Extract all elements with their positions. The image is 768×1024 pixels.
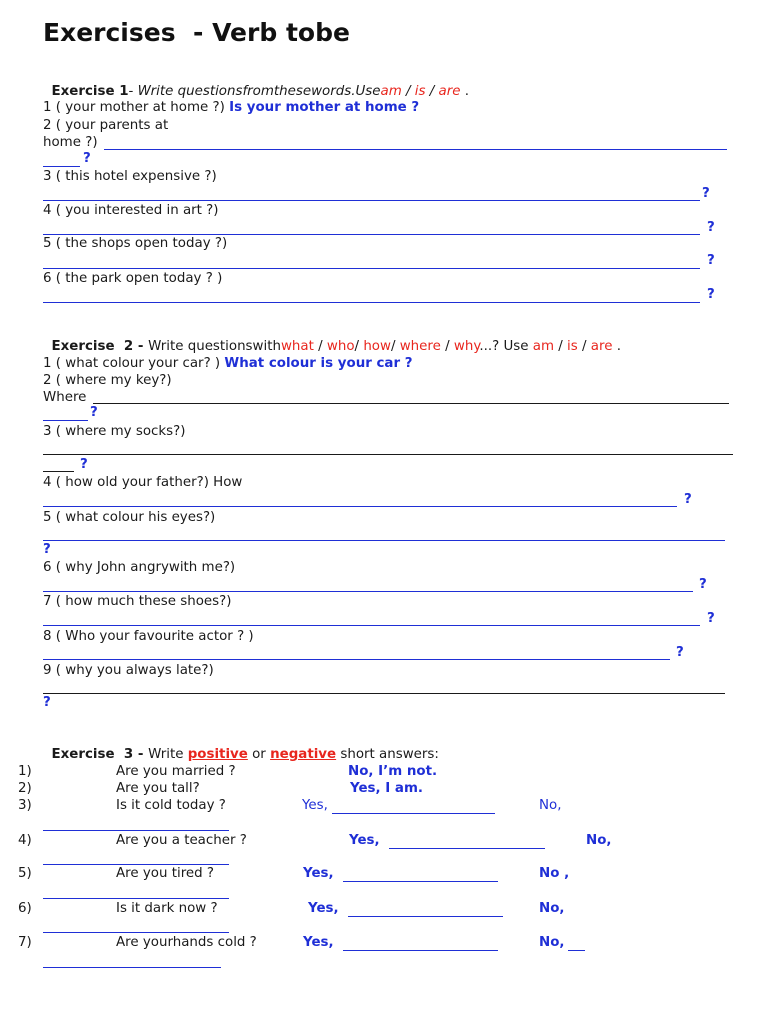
ex3-row-5-question: Are you tired ? xyxy=(116,866,215,881)
ex2-item-3: 3 ( where my socks?) xyxy=(43,424,186,439)
ex2-item-3-qmark: ? xyxy=(80,457,88,472)
ex3-row-4-no: No, xyxy=(586,833,612,848)
ex1-item-2-answer-line[interactable] xyxy=(104,149,727,150)
ex2-item-8-qmark: ? xyxy=(676,645,684,660)
ex3-row-2-num: 2) xyxy=(18,781,32,796)
exercise-3-heading: Exercise 3 - Write positive or negative short answers: xyxy=(51,747,439,762)
ex3-row-4-question: Are you a teacher ? xyxy=(116,833,247,848)
ex3-row-6-no: No, xyxy=(539,901,565,916)
exercise-1-instruction: Write questionsfromthesewords.Use xyxy=(137,84,381,99)
ex3-row-5-yes-line[interactable] xyxy=(343,881,498,882)
negative-keyword: negative xyxy=(270,747,337,762)
ex3-row-5-yes: Yes, xyxy=(303,866,334,881)
ex3-row-6-yes: Yes, xyxy=(308,901,339,916)
ex1-item-3-qmark: ? xyxy=(702,186,710,201)
exercise-2-instruction: Write questionswith xyxy=(148,339,281,354)
ex2-item-9-answer-line[interactable] xyxy=(43,693,725,694)
ex3-row-6-question: Is it dark now ? xyxy=(116,901,218,916)
ex3-row-6-yes-line[interactable] xyxy=(348,916,503,917)
ex1-item-3: 3 ( this hotel expensive ?) xyxy=(43,169,217,184)
ex1-item-6-qmark: ? xyxy=(707,287,715,302)
ex3-row-7-yes-line[interactable] xyxy=(343,950,498,951)
ex3-row-3-yes-line[interactable] xyxy=(332,813,495,814)
ex3-row-7-num: 7) xyxy=(18,935,32,950)
exercise-3-label: Exercise 3 - xyxy=(51,747,149,762)
ex2-item-7-qmark: ? xyxy=(707,611,715,626)
ex1-item-5: 5 ( the shops open today ?) xyxy=(43,236,228,251)
ex3-row-7-yes: Yes, xyxy=(303,935,334,950)
ex1-item-1-answer: Is your mother at home ? xyxy=(229,100,420,115)
ex3-row-7-no-line-a[interactable] xyxy=(568,950,585,951)
exercise-2-label: Exercise 2 - xyxy=(51,339,149,354)
ex2-item-3-answer-line-2[interactable] xyxy=(43,471,74,472)
ex3-row-5-no-line[interactable] xyxy=(43,898,229,899)
ex2-item-6-qmark: ? xyxy=(699,577,707,592)
page-title: Exercises - Verb tobe xyxy=(43,18,350,47)
exercise-1-heading: Exercise 1- Write questionsfromthesewords.Useam / is / are . xyxy=(51,84,469,99)
ex2-item-4: 4 ( how old your father?) How xyxy=(43,475,243,490)
ex1-item-2: 2 ( your parents at xyxy=(43,118,169,133)
ex2-item-2: 2 ( where my key?) xyxy=(43,373,172,388)
ex3-row-5-num: 5) xyxy=(18,866,32,881)
ex3-row-2-answer: Yes, I am. xyxy=(350,781,423,796)
ex2-item-4-qmark: ? xyxy=(684,492,692,507)
ex2-item-9-qmark: ? xyxy=(43,695,51,710)
ex2-item-5: 5 ( what colour his eyes?) xyxy=(43,510,216,525)
ex1-item-2-cont: home ?) xyxy=(43,135,98,150)
ex3-row-6-no-line[interactable] xyxy=(43,932,229,933)
ex2-item-1: 1 ( what colour your car? ) What colour is your car ? xyxy=(43,356,413,371)
ex3-row-1-question: Are you married ? xyxy=(116,764,236,779)
ex2-item-6-answer-line[interactable] xyxy=(43,591,693,592)
positive-keyword: positive xyxy=(187,747,248,762)
ex2-item-2-answer-line[interactable] xyxy=(93,403,729,404)
ex2-item-8: 8 ( Who your favourite actor ? ) xyxy=(43,629,254,644)
ex1-item-5-answer-line[interactable] xyxy=(43,268,700,269)
ex2-item-5-qmark: ? xyxy=(43,542,51,557)
ex1-item-2-qmark: ? xyxy=(83,151,91,166)
ex3-row-4-num: 4) xyxy=(18,833,32,848)
ex3-row-2-question: Are you tall? xyxy=(116,781,200,796)
ex2-item-2-cont: Where xyxy=(43,390,87,405)
ex3-row-1-answer: No, I’m not. xyxy=(348,764,438,779)
ex1-item-4: 4 ( you interested in art ?) xyxy=(43,203,219,218)
ex2-item-9: 9 ( why you always late?) xyxy=(43,663,214,678)
ex2-item-7-answer-line[interactable] xyxy=(43,625,700,626)
ex3-row-3-num: 3) xyxy=(18,798,32,813)
ex2-item-2-answer-line-2[interactable] xyxy=(43,420,88,421)
ex1-item-4-qmark: ? xyxy=(707,220,715,235)
ex3-row-1-num: 1) xyxy=(18,764,32,779)
ex3-row-7-no-line[interactable] xyxy=(43,967,221,968)
ex2-item-1-answer: What colour is your car ? xyxy=(224,356,413,371)
ex3-row-3-yes: Yes, xyxy=(302,798,328,813)
ex2-item-2-qmark: ? xyxy=(90,405,98,420)
ex3-row-6-num: 6) xyxy=(18,901,32,916)
exercise-2-heading: Exercise 2 - Write questionswithwhat / who/ how/ where / why...? Use am / is / are . xyxy=(51,339,621,354)
ex1-item-6-answer-line[interactable] xyxy=(43,302,700,303)
ex2-item-4-answer-line[interactable] xyxy=(43,506,677,507)
ex2-item-5-answer-line[interactable] xyxy=(43,540,725,541)
ex3-row-3-no: No, xyxy=(539,798,562,813)
ex2-item-7: 7 ( how much these shoes?) xyxy=(43,594,232,609)
ex2-item-8-answer-line[interactable] xyxy=(43,659,670,660)
ex1-item-1: 1 ( your mother at home ?) Is your mother at home ? xyxy=(43,100,420,115)
ex3-row-7-question: Are yourhands cold ? xyxy=(116,935,257,950)
ex3-row-7-no: No, xyxy=(539,935,565,950)
ex1-item-6: 6 ( the park open today ? ) xyxy=(43,271,223,286)
ex1-item-2-answer-line-2[interactable] xyxy=(43,166,80,167)
ex2-item-6: 6 ( why John angrywith me?) xyxy=(43,560,236,575)
ex3-row-3-question: Is it cold today ? xyxy=(116,798,226,813)
ex3-row-3-no-line[interactable] xyxy=(43,830,229,831)
ex3-row-5-no: No , xyxy=(539,866,570,881)
ex1-item-5-qmark: ? xyxy=(707,253,715,268)
ex2-item-3-answer-line[interactable] xyxy=(43,454,733,455)
ex3-row-4-yes-line[interactable] xyxy=(389,848,545,849)
exercise-1-label: Exercise 1 xyxy=(51,84,129,99)
ex1-item-3-answer-line[interactable] xyxy=(43,200,700,201)
ex3-row-4-yes: Yes, xyxy=(349,833,380,848)
